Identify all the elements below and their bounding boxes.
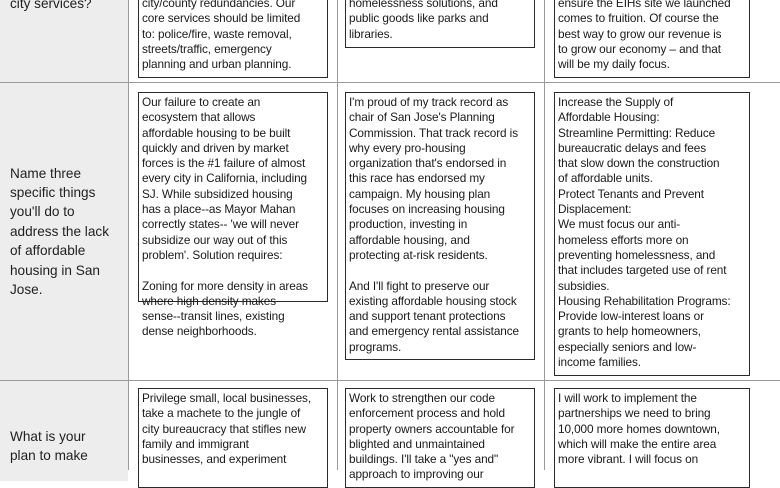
- answer-cell-candidate-3: [554, 92, 750, 376]
- answer-paragraph: And I'll fight to preserve our existing affordable housing stock and support tenant protections and emergency rental assistance programs.: [349, 278, 520, 354]
- question-cell: [0, 381, 128, 481]
- answer-paragraph: I'm proud of my track record as chair of San Jose's Planning Commission. That track record is why every pro-housing organization that's endorsed in this race has endorsed my campaign. My housing plan focuses on increasing housing production, investing in affordable housing, and protecting at-risk residents.: [349, 95, 518, 262]
- column-divider: [128, 0, 129, 470]
- column-divider: [544, 0, 545, 470]
- answer-text: Privilege small, local businesses, take a machete to the jungle of city bureaucracy that stifles new family and immigrant businesses, and experiment: [142, 391, 312, 467]
- answer-cell-candidate-1: [138, 0, 328, 78]
- answer-cell-candidate-3: [554, 388, 750, 488]
- answer-text: homelessness solutions, and public goods like parks and libraries.: [349, 0, 498, 41]
- answer-paragraph: Zoning for more density in areas where high density makes sense--transit lines, existing dense neighborhoods.: [142, 278, 308, 339]
- answer-cell-candidate-2: [345, 92, 535, 360]
- answer-paragraph: Our failure to create an ecosystem that allows affordable housing to be built quickly and driven by market forces is the #1 failure of almost every city in California, including SJ. While subsidized housing has a place--as Mayor Mahan correctly states-- 'we will never subsidize our way out of this problem'. Solution requires:: [142, 95, 308, 262]
- answer-text: Increase the Supply of Affordable Housing: Streamline Permitting: Reduce bureaucratic delays and fees that slow down the construction of affordable units. Protect Tenants and Prevent Displacement: We must focus our anti- homeless efforts more on preventing homelessness, and that includes targeted use of rent subsidies. Housing Rehabilitation Programs: Provide low-interest loans or grants to help homeowners, especially seniors and low- income families.: [558, 95, 731, 370]
- paragraph-gap: [142, 263, 324, 278]
- answer-cell-candidate-2: [345, 0, 535, 48]
- question-cell: [0, 0, 128, 82]
- question-text: city services?: [10, 0, 92, 11]
- answer-cell-candidate-3: [554, 0, 750, 78]
- question-text: What is your plan to make: [10, 429, 88, 464]
- answer-text: I will work to implement the partnerships we need to bring 10,000 more homes downtown, which will make the entire area more vibrant. I will focus on: [558, 391, 720, 467]
- answer-text: ensure the EIHs site we launched comes to fruition. Of course the best way to grow our revenue is to grow our economy – and that will be my daily focus.: [558, 0, 731, 72]
- answer-text: city/county redundancies. Our core services should be limited to: police/fire, waste removal, streets/traffic, emergency planning and urban planning.: [142, 0, 301, 72]
- answer-text: Work to strengthen our code enforcement process and hold property owners accountable for blighted and unmaintained buildings. I'll take a "yes and" approach to improving our: [349, 391, 515, 482]
- column-divider: [337, 0, 338, 470]
- question-cell: [0, 83, 128, 380]
- paragraph-gap: [349, 263, 531, 278]
- answer-cell-candidate-1: [138, 92, 328, 339]
- answer-cell-candidate-2: [345, 388, 535, 488]
- question-text: Name three specific things you'll do to address the lack of affordable housing in San Jose.: [10, 165, 109, 298]
- answer-cell-candidate-1: [138, 388, 328, 488]
